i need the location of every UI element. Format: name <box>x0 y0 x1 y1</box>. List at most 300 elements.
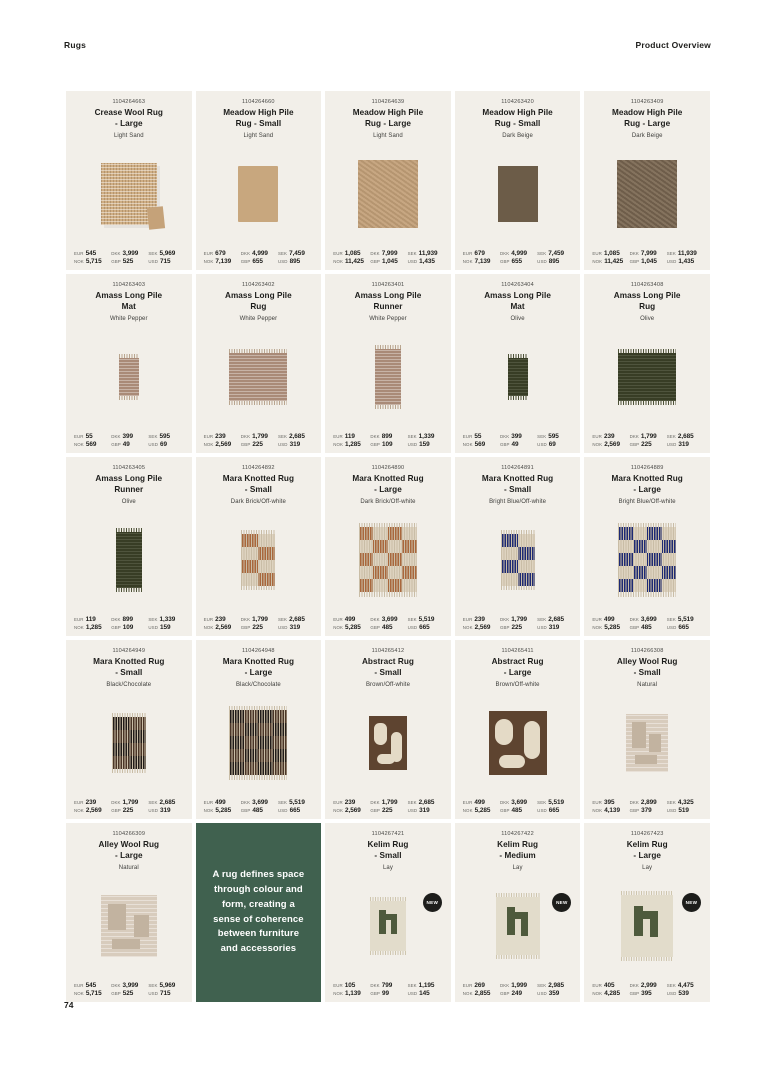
price-value: 11,939 <box>677 250 697 257</box>
product-colour: Light Sand <box>113 133 144 139</box>
price-value: 1,799 <box>252 433 268 440</box>
price-entry <box>592 982 627 989</box>
price-entry <box>500 624 535 631</box>
price-entry <box>667 258 702 265</box>
price-value: 5,519 <box>548 799 565 806</box>
price-value: 225 <box>122 807 134 814</box>
product-image <box>74 141 184 246</box>
price-value: 1,799 <box>252 616 268 623</box>
price-entry <box>408 982 443 989</box>
price-currency: SEK <box>666 434 676 439</box>
price-value: 399 <box>511 433 522 440</box>
price-value: 715 <box>159 258 171 265</box>
price-entry <box>278 616 313 623</box>
price-currency: USD <box>666 991 677 996</box>
price-entry <box>592 616 627 623</box>
price-value: 1,045 <box>641 258 657 265</box>
product-card[interactable] <box>323 89 453 272</box>
price-entry <box>667 807 702 814</box>
price-entry <box>333 616 368 623</box>
price-currency: SEK <box>148 800 158 805</box>
product-title: Mara Knotted Rug - Small <box>481 474 554 494</box>
price-currency: EUR <box>74 617 84 622</box>
price-currency: NOK <box>74 259 84 264</box>
price-value: 5,715 <box>85 258 102 265</box>
price-value: 499 <box>474 799 485 806</box>
price-currency: USD <box>148 991 158 996</box>
price-value: 499 <box>215 799 226 806</box>
product-card[interactable] <box>323 455 453 638</box>
price-value: 319 <box>159 807 171 814</box>
price-value: 11,425 <box>345 258 364 265</box>
price-value: 11,939 <box>418 250 438 257</box>
price-value: 2,685 <box>159 799 176 806</box>
price-currency: GBP <box>240 259 251 264</box>
price-currency: EUR <box>462 983 473 988</box>
price-currency: GBP <box>499 259 510 264</box>
price-currency: NOK <box>462 808 473 813</box>
price-entry <box>74 799 109 806</box>
price-currency: SEK <box>407 617 417 622</box>
price-value: 2,569 <box>345 807 361 814</box>
product-title: Mara Knotted Rug - Small <box>93 657 165 677</box>
product-article-number: 1104264890 <box>371 465 405 471</box>
price-table <box>463 616 573 631</box>
price-currency: GBP <box>240 442 251 447</box>
price-currency: NOK <box>592 625 603 630</box>
price-table <box>463 433 573 448</box>
price-entry <box>667 616 702 623</box>
price-entry <box>241 624 276 631</box>
price-currency: NOK <box>333 991 344 996</box>
price-currency: SEK <box>148 434 158 439</box>
price-currency: NOK <box>333 259 344 264</box>
price-currency: SEK <box>277 800 288 805</box>
product-article-number: 1104265411 <box>501 648 534 654</box>
price-entry <box>630 624 665 631</box>
price-currency: GBP <box>370 991 380 996</box>
price-value: 5,519 <box>418 616 435 623</box>
price-value: 225 <box>641 441 652 448</box>
price-currency: NOK <box>333 808 344 813</box>
price-currency: NOK <box>203 625 214 630</box>
price-value: 11,425 <box>604 258 624 265</box>
price-value: 4,285 <box>604 990 620 997</box>
price-entry <box>148 624 183 631</box>
price-currency: DKK <box>499 800 510 805</box>
price-value: 715 <box>159 990 171 997</box>
price-currency: SEK <box>407 983 417 988</box>
product-colour: White Pepper <box>369 316 407 322</box>
price-value: 545 <box>85 982 97 989</box>
product-card[interactable] <box>64 89 194 272</box>
price-value: 2,569 <box>85 807 102 814</box>
product-image <box>463 507 573 612</box>
price-value: 525 <box>122 990 134 997</box>
price-currency: USD <box>277 442 288 447</box>
price-value: 485 <box>641 624 652 631</box>
product-title: Amass Long Pile Runner <box>95 474 163 494</box>
price-currency: EUR <box>333 251 343 256</box>
product-image <box>333 690 443 795</box>
price-currency: NOK <box>592 991 603 996</box>
product-article-number: 1104264639 <box>371 99 405 105</box>
price-entry <box>630 441 665 448</box>
price-currency: GBP <box>499 625 510 630</box>
price-entry <box>667 433 702 440</box>
price-value: 225 <box>381 807 393 814</box>
price-currency: USD <box>537 259 547 264</box>
price-value: 4,475 <box>677 982 694 989</box>
price-entry <box>148 433 183 440</box>
price-entry <box>630 258 665 265</box>
product-card[interactable] <box>64 455 194 638</box>
price-currency: USD <box>407 442 418 447</box>
price-entry <box>148 616 183 623</box>
product-colour: Lay <box>642 865 653 871</box>
product-article-number: 1104264949 <box>112 648 146 654</box>
product-card[interactable] <box>194 638 324 821</box>
price-entry <box>333 441 368 448</box>
price-currency: DKK <box>370 617 380 622</box>
price-value: 399 <box>122 433 134 440</box>
price-entry <box>463 433 498 440</box>
price-currency: NOK <box>592 259 603 264</box>
price-currency: GBP <box>111 625 121 630</box>
price-currency: EUR <box>203 617 214 622</box>
product-colour: Bright Blue/Off-white <box>489 499 547 505</box>
price-entry <box>111 990 146 997</box>
price-entry <box>111 441 146 448</box>
price-value: 5,969 <box>159 250 176 257</box>
price-currency: SEK <box>666 800 676 805</box>
price-value: 2,685 <box>418 799 435 806</box>
product-colour: Dark Brick/Off-white <box>360 499 416 505</box>
price-entry <box>148 250 183 257</box>
price-currency: SEK <box>148 251 158 256</box>
product-colour: Lay <box>382 865 393 871</box>
price-entry <box>592 807 627 814</box>
price-currency: EUR <box>462 434 473 439</box>
product-card[interactable] <box>582 455 712 638</box>
price-currency: EUR <box>462 800 473 805</box>
quote-text: A rug defines space through colour and form, creating a sense of coherence between furniture and accessories <box>212 869 305 954</box>
price-entry <box>463 441 498 448</box>
price-entry <box>111 616 146 623</box>
price-table <box>592 250 702 265</box>
product-title: Abstract Rug - Large <box>491 657 544 677</box>
product-colour: Light Sand <box>373 133 403 139</box>
price-table <box>592 616 702 631</box>
price-currency: NOK <box>203 442 214 447</box>
price-currency: DKK <box>629 617 639 622</box>
price-entry <box>408 250 443 257</box>
product-colour: Bright Blue/Off-white <box>618 499 676 505</box>
price-currency: DKK <box>629 983 639 988</box>
price-currency: EUR <box>74 251 84 256</box>
price-entry <box>333 258 368 265</box>
price-entry <box>463 807 498 814</box>
product-article-number: 1104263402 <box>242 282 275 288</box>
price-currency: EUR <box>592 983 602 988</box>
price-value: 69 <box>159 441 167 448</box>
product-card[interactable] <box>323 638 453 821</box>
price-entry <box>241 250 276 257</box>
price-currency: DKK <box>240 800 251 805</box>
price-value: 895 <box>289 258 301 265</box>
product-card[interactable] <box>582 638 712 821</box>
price-value: 379 <box>641 807 652 814</box>
price-currency: USD <box>407 991 418 996</box>
price-entry <box>370 250 405 257</box>
price-value: 2,899 <box>640 799 657 806</box>
product-image <box>333 324 443 429</box>
price-value: 4,999 <box>511 250 528 257</box>
price-value: 679 <box>474 250 485 257</box>
product-card[interactable] <box>453 89 583 272</box>
price-entry <box>667 441 702 448</box>
price-value: 159 <box>159 624 171 631</box>
price-entry <box>630 250 665 257</box>
product-title: Amass Long Pile Mat <box>484 291 551 311</box>
product-grid <box>64 89 712 1004</box>
product-image <box>592 873 702 978</box>
product-card[interactable] <box>453 272 583 455</box>
price-entry <box>630 616 665 623</box>
product-article-number: 1104263420 <box>501 99 534 105</box>
price-entry <box>667 990 702 997</box>
price-value: 2,685 <box>289 616 305 623</box>
price-currency: EUR <box>203 800 214 805</box>
price-value: 105 <box>344 982 356 989</box>
product-card[interactable] <box>453 638 583 821</box>
price-currency: EUR <box>592 617 602 622</box>
price-currency: DKK <box>629 800 639 805</box>
price-entry <box>630 433 665 440</box>
product-image <box>592 324 702 429</box>
price-entry <box>463 258 498 265</box>
price-currency: DKK <box>370 251 380 256</box>
product-card[interactable] <box>453 821 583 1004</box>
price-table <box>74 433 184 448</box>
price-entry <box>408 990 443 997</box>
price-entry <box>204 807 239 814</box>
price-entry <box>537 433 572 440</box>
product-card[interactable] <box>194 89 324 272</box>
price-currency: USD <box>277 625 288 630</box>
price-entry <box>630 990 665 997</box>
price-value: 2,569 <box>215 441 232 448</box>
price-currency: DKK <box>240 251 251 256</box>
product-image <box>204 507 314 612</box>
price-table <box>204 433 314 448</box>
price-currency: EUR <box>203 251 214 256</box>
price-entry <box>204 624 239 631</box>
price-value: 2,569 <box>604 441 620 448</box>
product-card[interactable] <box>64 821 194 1004</box>
price-currency: EUR <box>462 617 473 622</box>
price-currency: SEK <box>537 800 547 805</box>
price-value: 665 <box>419 624 430 631</box>
product-card[interactable] <box>582 89 712 272</box>
price-entry <box>148 258 183 265</box>
price-currency: USD <box>407 259 418 264</box>
price-entry <box>537 258 572 265</box>
price-currency: USD <box>666 442 677 447</box>
price-value: 1,045 <box>381 258 398 265</box>
price-entry <box>370 807 405 814</box>
price-entry <box>500 441 535 448</box>
product-title: Abstract Rug - Small <box>361 657 414 677</box>
price-currency: DKK <box>370 800 380 805</box>
price-table <box>592 433 702 448</box>
price-entry <box>333 990 368 997</box>
price-currency: USD <box>277 259 288 264</box>
price-value: 239 <box>215 616 226 623</box>
price-entry <box>537 624 572 631</box>
price-entry <box>148 807 183 814</box>
price-value: 119 <box>85 616 96 623</box>
price-value: 2,685 <box>548 616 565 623</box>
price-table <box>592 982 702 997</box>
price-entry <box>537 441 572 448</box>
price-currency: EUR <box>462 251 473 256</box>
price-value: 595 <box>548 433 559 440</box>
price-value: 679 <box>215 250 226 257</box>
price-value: 1,435 <box>678 258 695 265</box>
price-entry <box>148 990 183 997</box>
price-currency: NOK <box>592 808 603 813</box>
price-value: 3,699 <box>381 616 398 623</box>
price-entry <box>333 624 368 631</box>
price-value: 899 <box>381 433 393 440</box>
product-card[interactable] <box>582 272 712 455</box>
price-entry <box>278 258 313 265</box>
product-title: Amass Long Pile Rug <box>225 291 292 311</box>
price-currency: GBP <box>370 808 380 813</box>
product-colour: Olive <box>640 316 655 322</box>
price-value: 225 <box>252 441 263 448</box>
price-table <box>74 799 184 814</box>
product-colour: Dark Beige <box>631 133 663 139</box>
product-image <box>592 690 702 795</box>
price-value: 545 <box>85 250 97 257</box>
price-value: 395 <box>641 990 652 997</box>
price-value: 485 <box>511 807 523 814</box>
price-table <box>592 799 702 814</box>
price-currency: SEK <box>407 251 417 256</box>
price-entry <box>74 433 109 440</box>
price-table <box>204 799 314 814</box>
price-value: 5,285 <box>215 807 232 814</box>
price-value: 5,285 <box>604 624 620 631</box>
price-currency: GBP <box>370 442 380 447</box>
price-entry <box>204 799 239 806</box>
page-header <box>64 40 711 50</box>
price-entry <box>333 250 368 257</box>
price-value: 359 <box>548 990 560 997</box>
price-value: 3,999 <box>122 250 139 257</box>
product-title: Kelim Rug - Small <box>367 840 409 860</box>
price-entry <box>74 990 109 997</box>
product-image <box>204 690 314 795</box>
product-card[interactable] <box>194 455 324 638</box>
product-card[interactable] <box>323 821 453 1004</box>
page-number: 74 <box>64 1000 74 1010</box>
product-image <box>333 141 443 246</box>
price-entry <box>537 616 572 623</box>
price-entry <box>408 258 443 265</box>
price-table <box>333 433 443 448</box>
price-currency: USD <box>537 625 547 630</box>
price-value: 109 <box>122 624 134 631</box>
price-currency: GBP <box>370 625 380 630</box>
price-entry <box>408 624 443 631</box>
price-entry <box>667 250 702 257</box>
price-value: 7,459 <box>548 250 565 257</box>
price-currency: USD <box>666 259 677 264</box>
price-currency: NOK <box>74 442 84 447</box>
price-value: 519 <box>678 807 689 814</box>
price-currency: NOK <box>74 991 84 996</box>
price-entry <box>333 433 368 440</box>
product-article-number: 1104266308 <box>630 648 664 654</box>
product-colour: Lay <box>512 865 523 871</box>
product-card[interactable] <box>582 821 712 1004</box>
price-entry <box>630 807 665 814</box>
product-image <box>463 873 573 978</box>
price-entry <box>408 799 443 806</box>
product-card[interactable] <box>64 638 194 821</box>
product-article-number: 1104264663 <box>112 99 146 105</box>
price-value: 319 <box>678 441 689 448</box>
header-section: Product Overview <box>635 40 711 50</box>
price-currency: DKK <box>499 251 510 256</box>
product-card[interactable] <box>194 272 324 455</box>
product-colour: Brown/Off-white <box>495 682 540 688</box>
product-card[interactable] <box>323 272 453 455</box>
price-currency: NOK <box>462 442 473 447</box>
price-value: 899 <box>122 616 134 623</box>
price-currency: DKK <box>240 617 251 622</box>
price-value: 1,139 <box>345 990 361 997</box>
price-currency: GBP <box>111 991 121 996</box>
price-currency: GBP <box>499 991 510 996</box>
price-entry <box>333 982 368 989</box>
price-table <box>333 616 443 631</box>
product-image <box>592 507 702 612</box>
price-entry <box>592 258 627 265</box>
price-value: 55 <box>474 433 482 440</box>
product-card[interactable] <box>453 455 583 638</box>
price-entry <box>204 433 239 440</box>
price-value: 4,139 <box>604 807 620 814</box>
product-title: Amass Long Pile Rug <box>613 291 681 311</box>
product-image <box>74 873 184 978</box>
price-value: 7,139 <box>215 258 232 265</box>
price-value: 1,285 <box>85 624 102 631</box>
price-value: 485 <box>252 807 263 814</box>
price-entry <box>667 624 702 631</box>
price-entry <box>148 799 183 806</box>
price-currency: USD <box>537 991 547 996</box>
price-currency: DKK <box>629 434 639 439</box>
product-title: Mara Knotted Rug - Large <box>611 474 683 494</box>
price-table <box>463 982 573 997</box>
product-card[interactable] <box>64 272 194 455</box>
price-entry <box>370 990 405 997</box>
price-entry <box>74 258 109 265</box>
